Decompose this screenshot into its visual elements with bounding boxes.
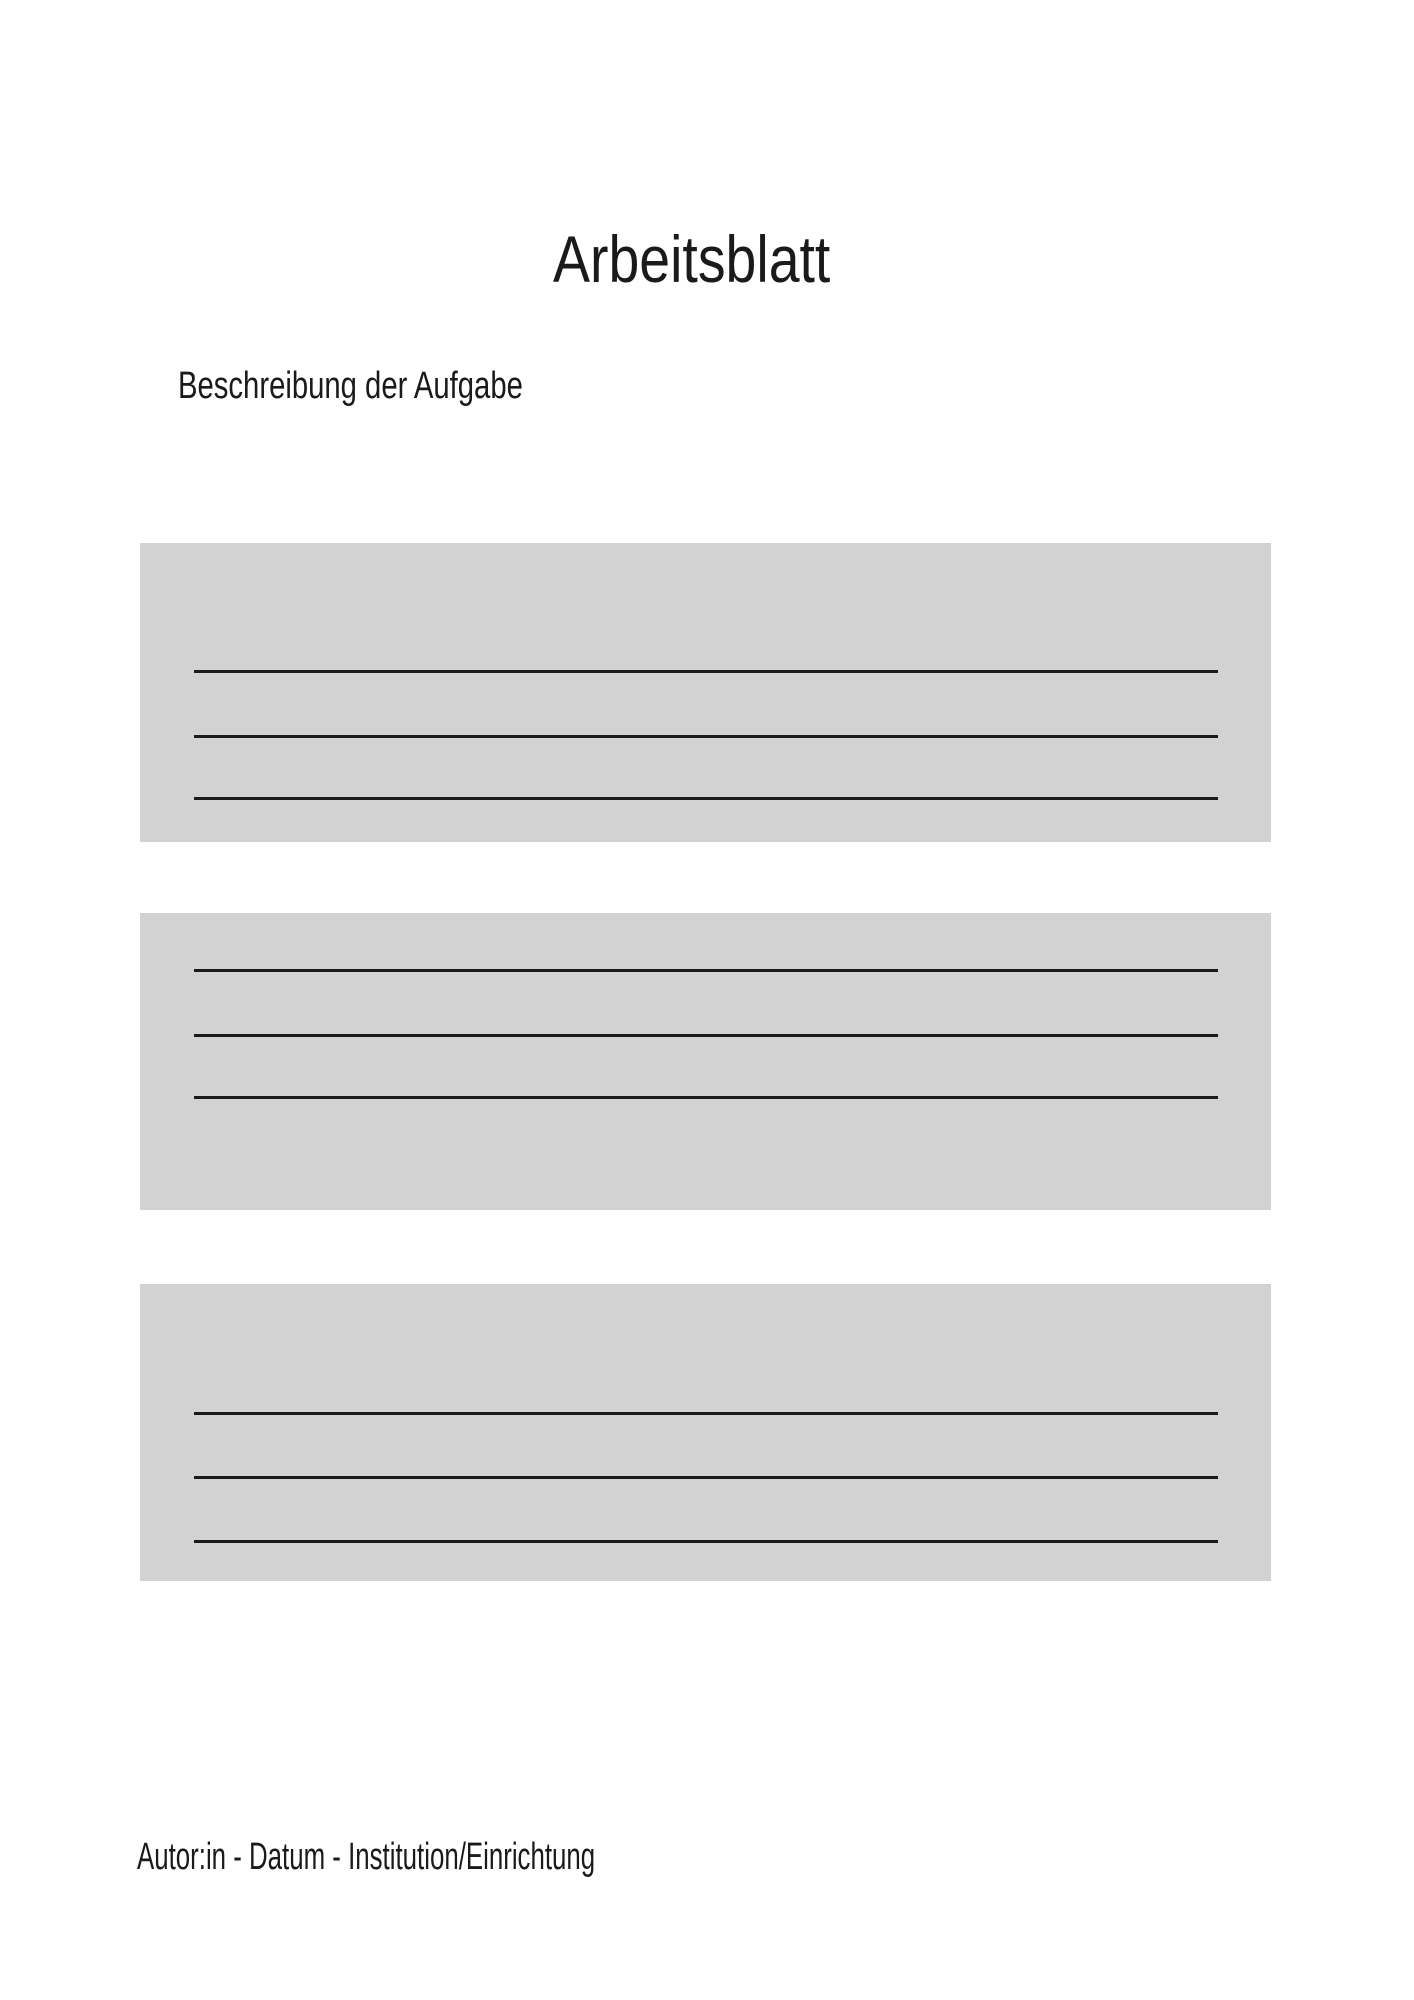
writing-line — [194, 670, 1218, 673]
writing-line — [194, 1476, 1218, 1479]
author-date-institution-footer: Autor:in - Datum - Institution/Einrichtung — [137, 1836, 596, 1878]
writing-line — [194, 1096, 1218, 1099]
task-description-label: Beschreibung der Aufgabe — [178, 365, 523, 407]
writing-line — [194, 1412, 1218, 1415]
page-title: Arbeitsblatt — [553, 222, 831, 296]
writing-line — [194, 1540, 1218, 1543]
writing-line — [194, 797, 1218, 800]
writing-line — [194, 735, 1218, 738]
writing-line — [194, 1034, 1218, 1037]
answer-box-1 — [140, 543, 1271, 842]
writing-line — [194, 969, 1218, 972]
answer-box-2 — [140, 913, 1271, 1210]
answer-box-3 — [140, 1284, 1271, 1581]
